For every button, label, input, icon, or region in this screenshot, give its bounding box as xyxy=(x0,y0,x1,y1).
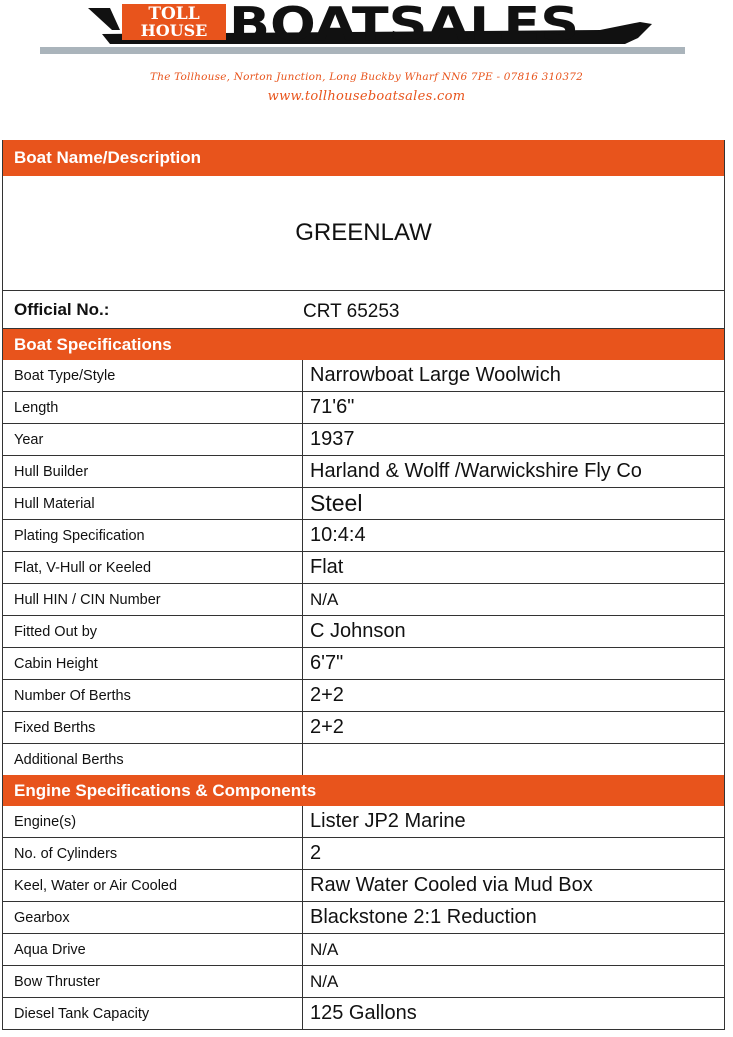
row-label: No. of Cylinders xyxy=(3,838,303,869)
boat-name: GREENLAW xyxy=(3,176,724,291)
row-label: Year xyxy=(3,424,303,455)
row-label: Fitted Out by xyxy=(3,616,303,647)
row-value: C Johnson xyxy=(310,620,406,642)
row-label: Fixed Berths xyxy=(3,712,303,743)
table-row xyxy=(3,998,724,1029)
row-label: Keel, Water or Air Cooled xyxy=(3,870,303,901)
official-number-row xyxy=(3,291,724,329)
table-row xyxy=(3,806,724,838)
table-row xyxy=(3,488,724,520)
row-label: Hull Material xyxy=(3,488,303,519)
row-label: Additional Berths xyxy=(3,744,303,775)
row-label: Gearbox xyxy=(3,902,303,933)
row-label: Aqua Drive xyxy=(3,934,303,965)
row-value: Narrowboat Large Woolwich xyxy=(310,364,561,386)
row-value: 71'6" xyxy=(310,396,355,418)
boat-specs-table xyxy=(3,360,724,775)
row-value: 125 Gallons xyxy=(310,1002,417,1024)
table-row xyxy=(3,680,724,712)
row-value: 2+2 xyxy=(310,716,344,738)
table-row xyxy=(3,870,724,902)
company-address: The Tollhouse, Norton Junction, Long Buckby Wharf NN6 7PE - 07816 310372 xyxy=(150,71,583,83)
row-label: Cabin Height xyxy=(3,648,303,679)
company-website[interactable]: www.tollhouseboatsales.com xyxy=(267,89,466,104)
row-value: N/A xyxy=(310,939,339,959)
row-label: Length xyxy=(3,392,303,423)
table-row xyxy=(3,392,724,424)
table-row xyxy=(3,744,724,775)
logo-badge-top: TOLL xyxy=(148,4,200,24)
row-label: Number Of Berths xyxy=(3,680,303,711)
official-number-label: Official No.: xyxy=(14,299,110,319)
row-label: Flat, V-Hull or Keeled xyxy=(3,552,303,583)
row-value: Raw Water Cooled via Mud Box xyxy=(310,874,593,896)
row-label: Diesel Tank Capacity xyxy=(3,998,303,1029)
spec-sheet xyxy=(2,140,725,1030)
section-boat-name: Boat Name/Description xyxy=(3,140,724,176)
table-row xyxy=(3,616,724,648)
table-row xyxy=(3,966,724,998)
table-row xyxy=(3,584,724,616)
table-row xyxy=(3,838,724,870)
logo-badge-bottom: HOUSE xyxy=(140,21,208,40)
row-value: Steel xyxy=(310,490,363,516)
table-row xyxy=(3,712,724,744)
section-engine-specs: Engine Specifications & Components xyxy=(3,775,724,806)
row-label: Hull HIN / CIN Number xyxy=(3,584,303,615)
official-number-value: CRT 65253 xyxy=(303,300,400,322)
section-boat-specs: Boat Specifications xyxy=(3,329,724,360)
bow-flag-icon xyxy=(88,8,120,30)
table-row xyxy=(3,902,724,934)
table-row xyxy=(3,456,724,488)
row-label: Hull Builder xyxy=(3,456,303,487)
row-value: Lister JP2 Marine xyxy=(310,810,466,832)
row-value: Harland & Wolff /Warwickshire Fly Co xyxy=(310,460,642,482)
row-label: Plating Specification xyxy=(3,520,303,551)
row-value: 2 xyxy=(310,842,322,864)
row-value xyxy=(303,744,724,775)
row-label: Boat Type/Style xyxy=(3,360,303,391)
row-label: Bow Thruster xyxy=(3,966,303,997)
table-row xyxy=(3,552,724,584)
row-value: Flat xyxy=(310,556,344,578)
boat-silhouette-logo xyxy=(40,0,690,62)
row-value: 10:4:4 xyxy=(310,524,366,546)
table-row xyxy=(3,424,724,456)
letterhead xyxy=(0,0,733,140)
row-value: 6'7" xyxy=(310,652,344,674)
row-value: N/A xyxy=(310,971,339,991)
row-value: Blackstone 2:1 Reduction xyxy=(310,906,537,928)
logo-word: BOATSALES xyxy=(229,0,579,51)
table-row xyxy=(3,934,724,966)
engine-specs-table xyxy=(3,806,724,1029)
row-label: Engine(s) xyxy=(3,806,303,837)
row-value: 1937 xyxy=(310,428,355,450)
table-row xyxy=(3,648,724,680)
table-row xyxy=(3,520,724,552)
table-row xyxy=(3,360,724,392)
row-value: N/A xyxy=(310,589,339,609)
row-value: 2+2 xyxy=(310,684,344,706)
